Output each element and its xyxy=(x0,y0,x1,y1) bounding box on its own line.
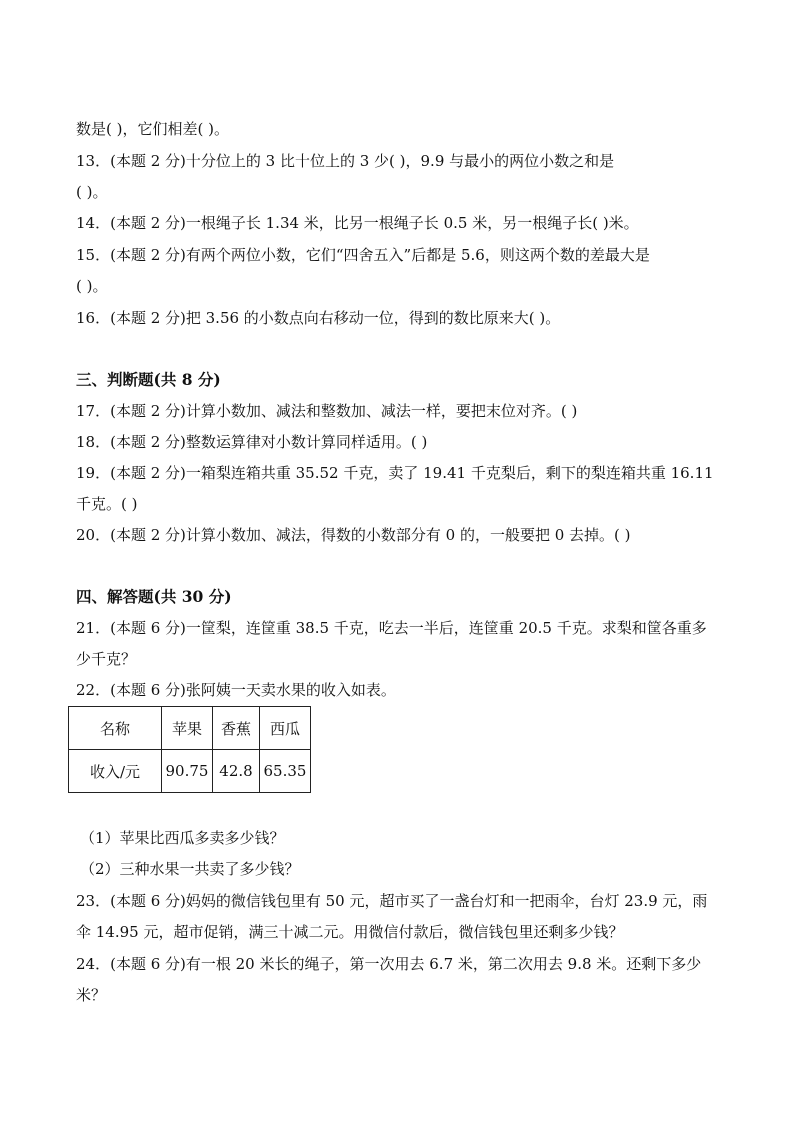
q19-line-1: 19．(本题 2 分)一箱梨连箱共重 35.52 千克，卖了 19.41 千克梨后，剩下的梨连箱共重 16.11 xyxy=(76,464,714,482)
q13-line-2: ( )。 xyxy=(76,183,108,201)
section-4-heading: 四、解答题(共 30 分) xyxy=(76,587,232,606)
fruit-income-table xyxy=(68,706,311,793)
q12-continuation: 数是( )，它们相差( )。 xyxy=(76,120,229,138)
table-header-cell: 苹果 xyxy=(162,707,213,750)
table-header-cell: 香蕉 xyxy=(213,707,260,750)
q22-line: 22．(本题 6 分)张阿姨一天卖水果的收入如表。 xyxy=(76,681,396,699)
table-cell: 收入/元 xyxy=(69,750,162,793)
q16-line: 16．(本题 2 分)把 3.56 的小数点向右移动一位，得到的数比原来大( )。 xyxy=(76,309,561,327)
q13-line-1: 13．(本题 2 分)十分位上的 3 比十位上的 3 少( )，9.9 与最小的两位小数之和是 xyxy=(76,152,615,170)
table-row xyxy=(69,750,311,793)
q22-subquestion-2: （2）三种水果一共卖了多少钱？ xyxy=(80,860,300,878)
q23-line-2: 伞 14.95 元，超市促销，满三十减二元。用微信付款后，微信钱包里还剩多少钱？ xyxy=(76,923,624,941)
q15-line-2: ( )。 xyxy=(76,277,108,295)
q24-line-2: 米？ xyxy=(76,986,107,1004)
q14-line: 14．(本题 2 分)一根绳子长 1.34 米，比另一根绳子长 0.5 米，另一根绳子长( )米。 xyxy=(76,214,639,232)
table-cell: 90.75 xyxy=(162,750,213,793)
table-cell: 65.35 xyxy=(260,750,311,793)
table-header-cell: 名称 xyxy=(69,707,162,750)
q21-line-2: 少千克？ xyxy=(76,650,137,668)
q22-subquestion-1: （1）苹果比西瓜多卖多少钱？ xyxy=(80,829,285,847)
q15-line-1: 15．(本题 2 分)有两个两位小数，它们“四舍五入”后都是 5.6，则这两个数的差最大是 xyxy=(76,246,650,264)
section-3-heading: 三、判断题(共 8 分) xyxy=(76,370,221,389)
q19-line-2: 千克。( ) xyxy=(76,495,138,513)
q21-line-1: 21．(本题 6 分)一筐梨，连筐重 38.5 千克，吃去一半后，连筐重 20.5 千克。求梨和筐各重多 xyxy=(76,619,707,637)
table-cell: 42.8 xyxy=(213,750,260,793)
q20-line: 20．(本题 2 分)计算小数加、减法，得数的小数部分有 0 的，一般要把 0 去掉。( ) xyxy=(76,526,631,544)
q24-line-1: 24．(本题 6 分)有一根 20 米长的绳子，第一次用去 6.7 米，第二次用去 9.8 米。还剩下多少 xyxy=(76,955,702,973)
q23-line-1: 23．(本题 6 分)妈妈的微信钱包里有 50 元，超市买了一盏台灯和一把雨伞，台灯 23.9 元，雨 xyxy=(76,892,708,910)
table-header-row xyxy=(69,707,311,750)
table-header-cell: 西瓜 xyxy=(260,707,311,750)
q17-line: 17．(本题 2 分)计算小数加、减法和整数加、减法一样，要把末位对齐。( ) xyxy=(76,402,578,420)
q18-line: 18．(本题 2 分)整数运算律对小数计算同样适用。( ) xyxy=(76,433,428,451)
